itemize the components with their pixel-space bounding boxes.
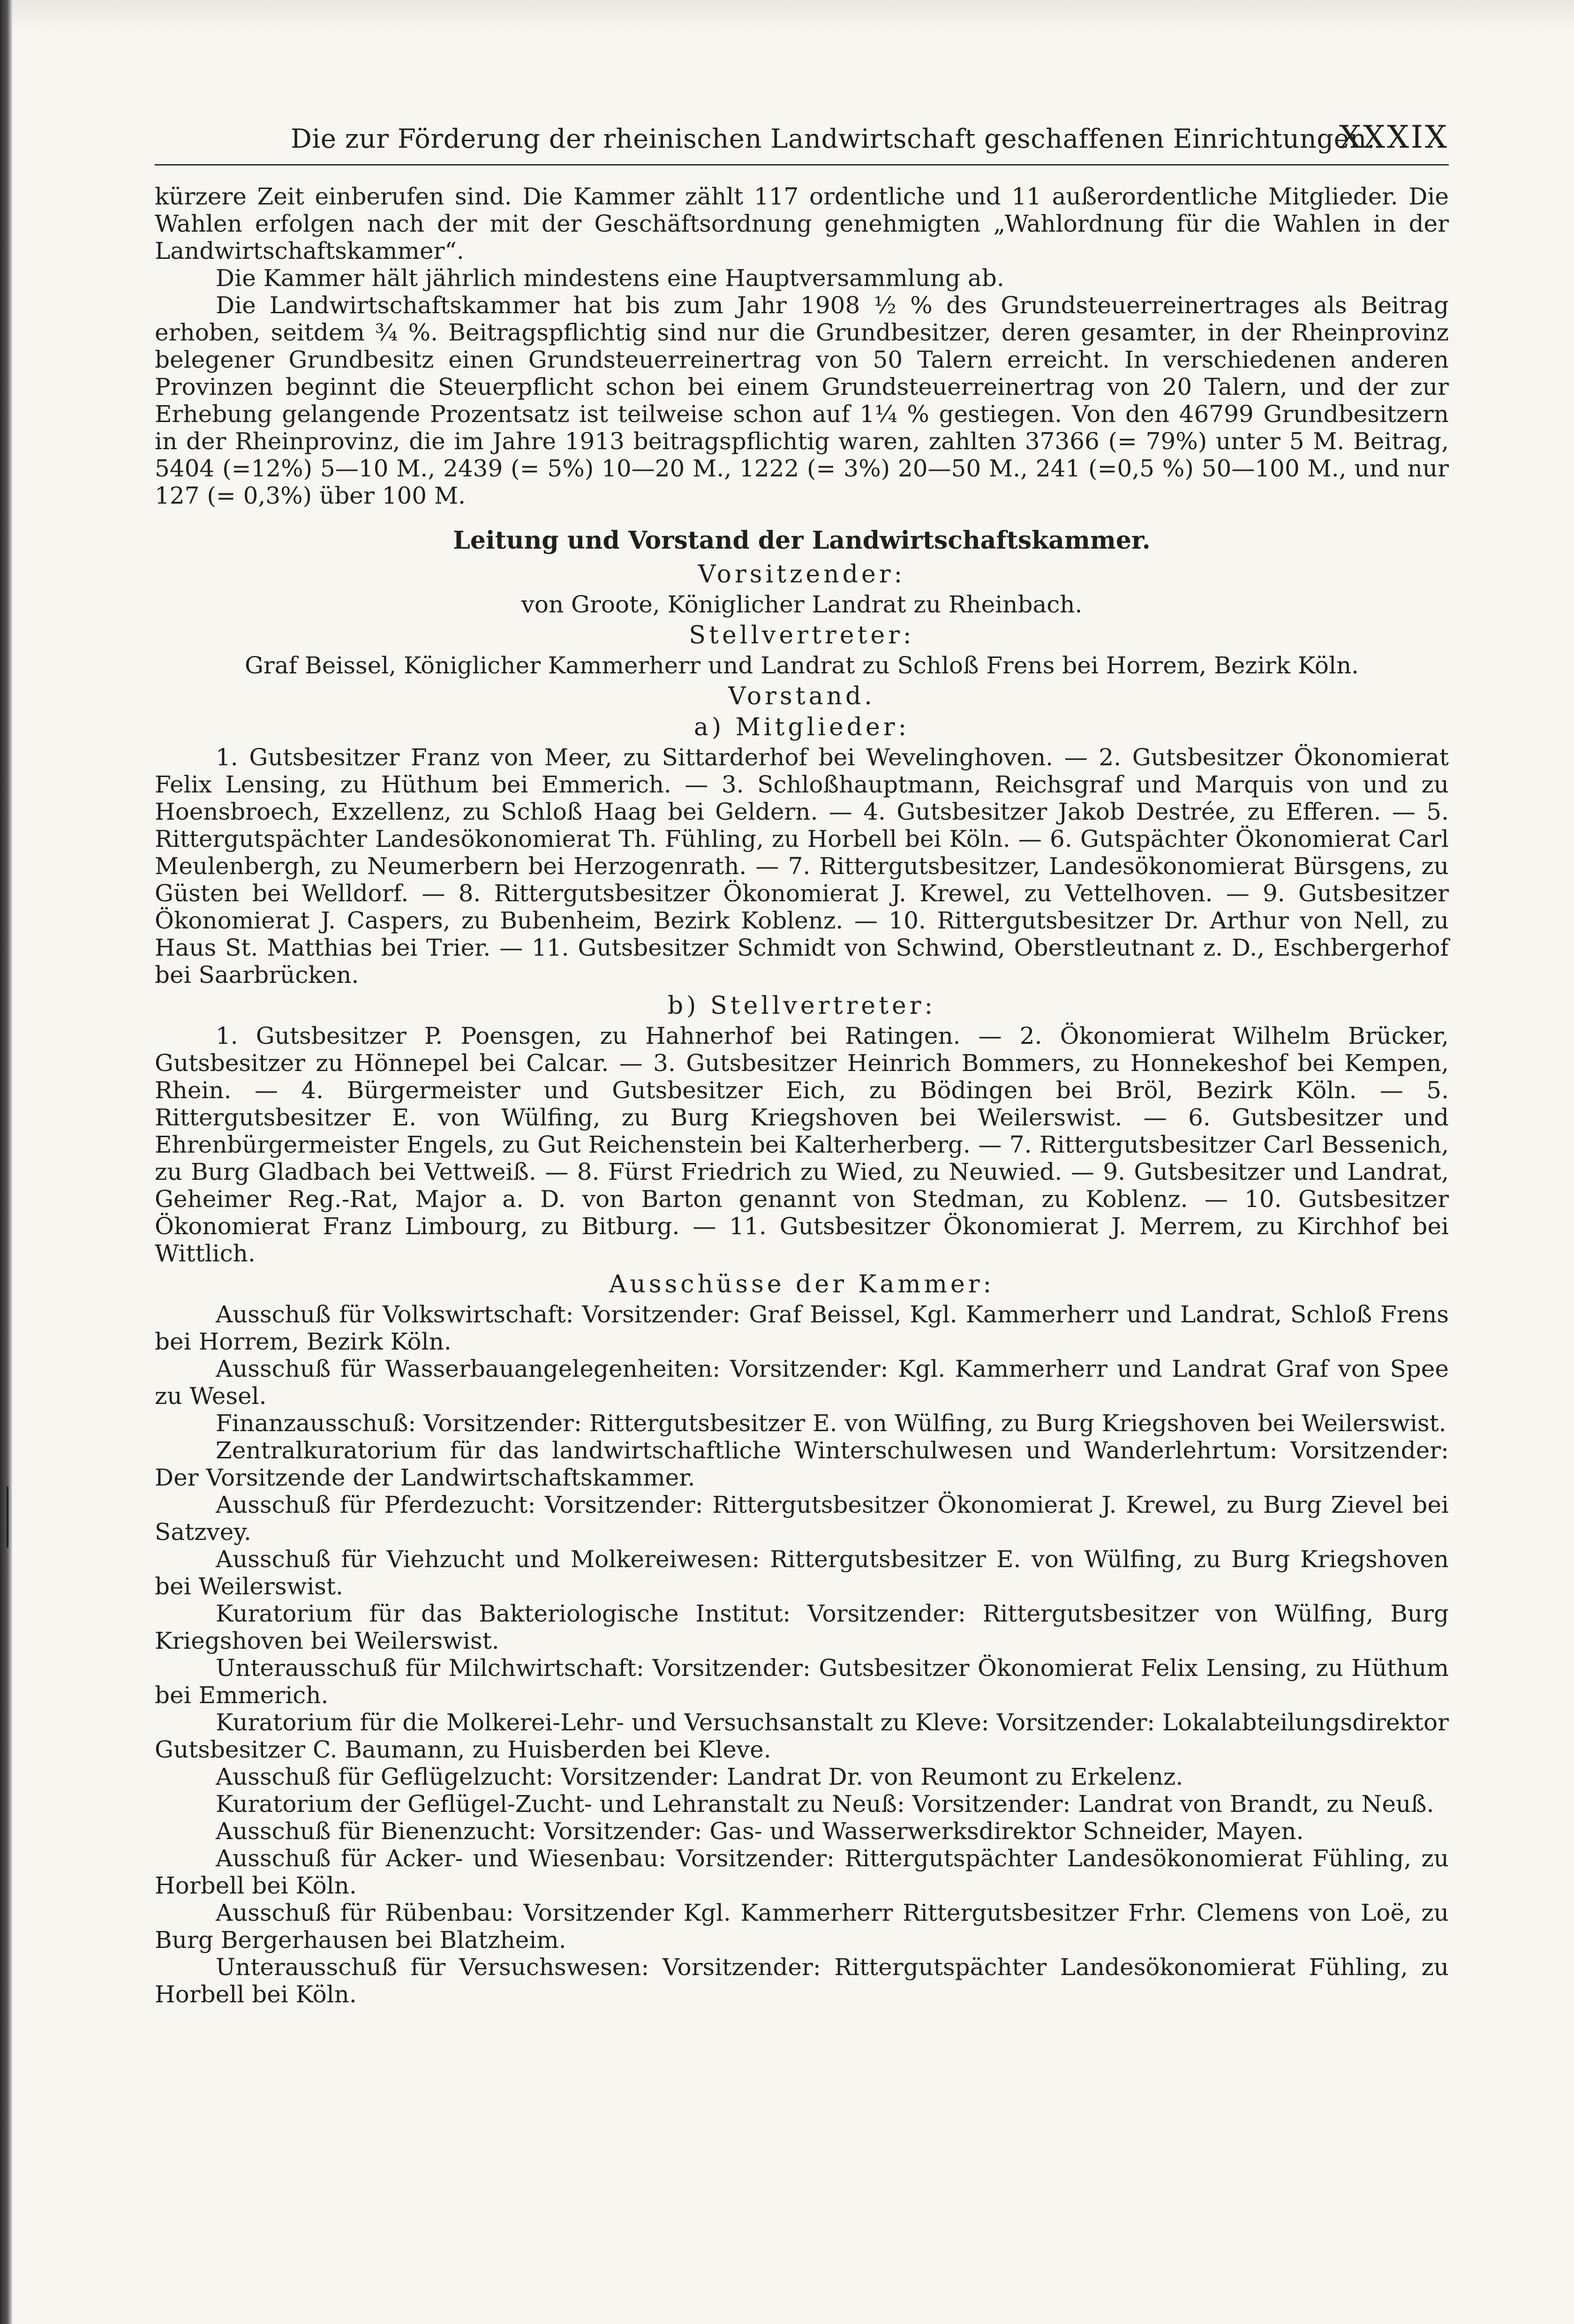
paragraph-intro-2: Die Kammer hält jährlich mindestens eine Hauptversammlung ab.	[216, 264, 1004, 292]
stellvertreter-b-label: b) Stellvertreter:	[667, 992, 936, 1020]
binding-mark	[7, 1486, 8, 1547]
committee-item: Ausschuß für Pferdezucht: Vorsitzender: Rittergutsbesitzer Ökonomierat J. Krewel, zu Burg Zievel bei Satzvey.	[155, 1491, 1449, 1546]
committee-item: Ausschuß für Volkswirtschaft: Vorsitzender: Graf Beissel, Kgl. Kammerherr und Landrat, Schloß Frens bei Horrem, Bezirk Köln.	[155, 1301, 1449, 1355]
committee-item: Unterausschuß für Milchwirtschaft: Vorsitzender: Gutsbesitzer Ökonomierat Felix Lensing, zu Hüthum bei Emmerich.	[155, 1654, 1449, 1709]
vorstand-label: Vorstand.	[728, 682, 875, 710]
committee-item: Ausschuß für Viehzucht und Molkereiwesen: Rittergutsbesitzer E. von Wülfing, zu Burg Kriegshoven bei Weilerswist.	[155, 1546, 1449, 1600]
mitglieder-list: 1. Gutsbesitzer Franz von Meer, zu Sittarderhof bei Wevelinghoven. — 2. Gutsbesitzer Ökonomierat Felix Lensing, zu Hüthum bei Emmerich. — 3. Schloßhauptmann, Reichsgraf und Marquis von und zu Hoensbroech, Exzellenz, zu Schloß Haag bei Geldern. — 4. Gutsbesitzer Jakob Destrée, zu Efferen. — 5. Rittergutspächter Landesökonomierat Th. Fühling, zu Horbell bei Köln. — 6. Gutspächter Ökonomierat Carl Meulenbergh, zu Neumerbern bei Herzogenrath. — 7. Rittergutsbesitzer, Landesökonomierat Bürsgens, zu Güsten bei Welldorf. — 8. Rittergutsbesitzer Ökonomierat J. Krewel, zu Vettelhoven. — 9. Gutsbesitzer Ökonomierat J. Caspers, zu Bubenheim, Bezirk Koblenz. — 10. Rittergutsbesitzer Dr. Arthur von Nell, zu Haus St. Matthias bei Trier. — 11. Gutsbesitzer Schmidt von Schwind, Oberstleutnant z. D., Eschbergerhof bei Saarbrücken.	[155, 744, 1449, 988]
page-content	[155, 183, 1449, 2008]
committee-item: Kuratorium für das Bakteriologische Institut: Vorsitzender: Rittergutsbesitzer von Wülfing, Burg Kriegshoven bei Weilerswist.	[155, 1600, 1449, 1654]
running-head	[155, 113, 1449, 166]
committee-item: Ausschuß für Wasserbauangelegenheiten: Vorsitzender: Kgl. Kammerherr und Landrat Graf von Spee zu Wesel.	[155, 1355, 1449, 1410]
stellvertreter-label: Stellvertreter:	[689, 621, 915, 649]
section-heading-leitung: Leitung und Vorstand der Landwirtschaftskammer.	[453, 526, 1151, 555]
committee-item: Finanzausschuß: Vorsitzender: Rittergutsbesitzer E. von Wülfing, zu Burg Kriegshoven bei Weilerswist.	[216, 1410, 1446, 1437]
running-head-title: Die zur Förderung der rheinischen Landwirtschaft geschaffenen Einrichtungen.	[291, 124, 1376, 154]
vorsitzender-name: von Groote, Königlicher Landrat zu Rheinbach.	[521, 591, 1083, 618]
committee-item: Kuratorium für die Molkerei-Lehr- und Versuchsanstalt zu Kleve: Vorsitzender: Lokalabteilungsdirektor Gutsbesitzer C. Baumann, zu Huisberden bei Kleve.	[155, 1709, 1449, 1763]
scan-binding-edge	[0, 0, 12, 2324]
stellvertreter-name: Graf Beissel, Königlicher Kammerherr und Landrat zu Schloß Frens bei Horrem, Bezirk Köln.	[244, 652, 1359, 679]
committee-item: Ausschuß für Geflügelzucht: Vorsitzender: Landrat Dr. von Reumont zu Erkelenz.	[216, 1763, 1183, 1790]
committee-item: Ausschuß für Acker- und Wiesenbau: Vorsitzender: Rittergutspächter Landesökonomierat Fühling, zu Horbell bei Köln.	[155, 1845, 1449, 1899]
committee-item: Ausschuß für Bienenzucht: Vorsitzender: Gas- und Wasserwerksdirektor Schneider, Mayen.	[216, 1818, 1304, 1845]
paragraph-intro-1: kürzere Zeit einberufen sind. Die Kammer zählt 117 ordentliche und 11 außerordentliche Mitglieder. Die Wahlen erfolgen nach der mit der Geschäftsordnung genehmigten „Wahlordnung für die Wahlen in der Landwirtschaftskammer“.	[155, 183, 1449, 264]
ausschuesse-heading: Ausschüsse der Kammer:	[609, 1270, 995, 1298]
paragraph-intro-3: Die Landwirtschaftskammer hat bis zum Jahr 1908 ½ % des Grundsteuerreinertrages als Beitrag erhoben, seitdem ¾ %. Beitragspflichtig sind nur die Grundbesitzer, deren gesamter, in der Rheinprovinz belegener Grundbesitz einen Grundsteuerreinertrag von 50 Talern erreicht. In verschiedenen anderen Provinzen beginnt die Steuerpflicht schon bei einem Grundsteuerreinertrag von 20 Talern, und der zur Erhebung gelangende Prozentsatz ist teilweise schon auf 1¼ % gestiegen. Von den 46799 Grundbesitzern in der Rheinprovinz, die im Jahre 1913 beitragspflichtig waren, zahlten 37366 (= 79%) unter 5 M. Beitrag, 5404 (=12%) 5—10 M., 2439 (= 5%) 10—20 M., 1222 (= 3%) 20—50 M., 241 (=0,5 %) 50—100 M., und nur 127 (= 0,3%) über 100 M.	[155, 292, 1449, 509]
mitglieder-label: a) Mitglieder:	[693, 713, 910, 741]
committee-item: Kuratorium der Geflügel-Zucht- und Lehranstalt zu Neuß: Vorsitzender: Landrat von Brandt, zu Neuß.	[216, 1790, 1434, 1818]
page-number: XXXIX	[1339, 119, 1449, 155]
committee-item: Ausschuß für Rübenbau: Vorsitzender Kgl. Kammerherr Rittergutsbesitzer Frhr. Clemens von Loë, zu Burg Bergerhausen bei Blatzheim.	[155, 1899, 1449, 1954]
stellvertreter-list: 1. Gutsbesitzer P. Poensgen, zu Hahnerhof bei Ratingen. — 2. Ökonomierat Wilhelm Brücker, Gutsbesitzer zu Hönnepel bei Calcar. — 3. Gutsbesitzer Heinrich Bommers, zu Honnekeshof bei Kempen, Rhein. — 4. Bürgermeister und Gutsbesitzer Eich, zu Bödingen bei Bröl, Bezirk Köln. — 5. Rittergutsbesitzer E. von Wülfing, zu Burg Kriegshoven bei Weilerswist. — 6. Gutsbesitzer und Ehrenbürgermeister Engels, zu Gut Reichenstein bei Kalterherberg. — 7. Rittergutsbesitzer Carl Bessenich, zu Burg Gladbach bei Vettweiß. — 8. Fürst Friedrich zu Wied, zu Neuwied. — 9. Gutsbesitzer und Landrat, Geheimer Reg.-Rat, Major a. D. von Barton genannt von Stedman, zu Koblenz. — 10. Gutsbesitzer Ökonomierat Franz Limbourg, zu Bitburg. — 11. Gutsbesitzer Ökonomierat J. Merrem, zu Kirchhof bei Wittlich.	[155, 1022, 1449, 1267]
vorsitzender-label: Vorsitzender:	[698, 560, 906, 589]
document-page	[155, 0, 1449, 2324]
committee-item: Unterausschuß für Versuchswesen: Vorsitzender: Rittergutspächter Landesökonomierat Fühling, zu Horbell bei Köln.	[155, 1954, 1449, 2008]
committee-item: Zentralkuratorium für das landwirtschaftliche Winterschulwesen und Wanderlehrtum: Vorsitzender: Der Vorsitzende der Landwirtschaftskammer.	[155, 1437, 1449, 1491]
